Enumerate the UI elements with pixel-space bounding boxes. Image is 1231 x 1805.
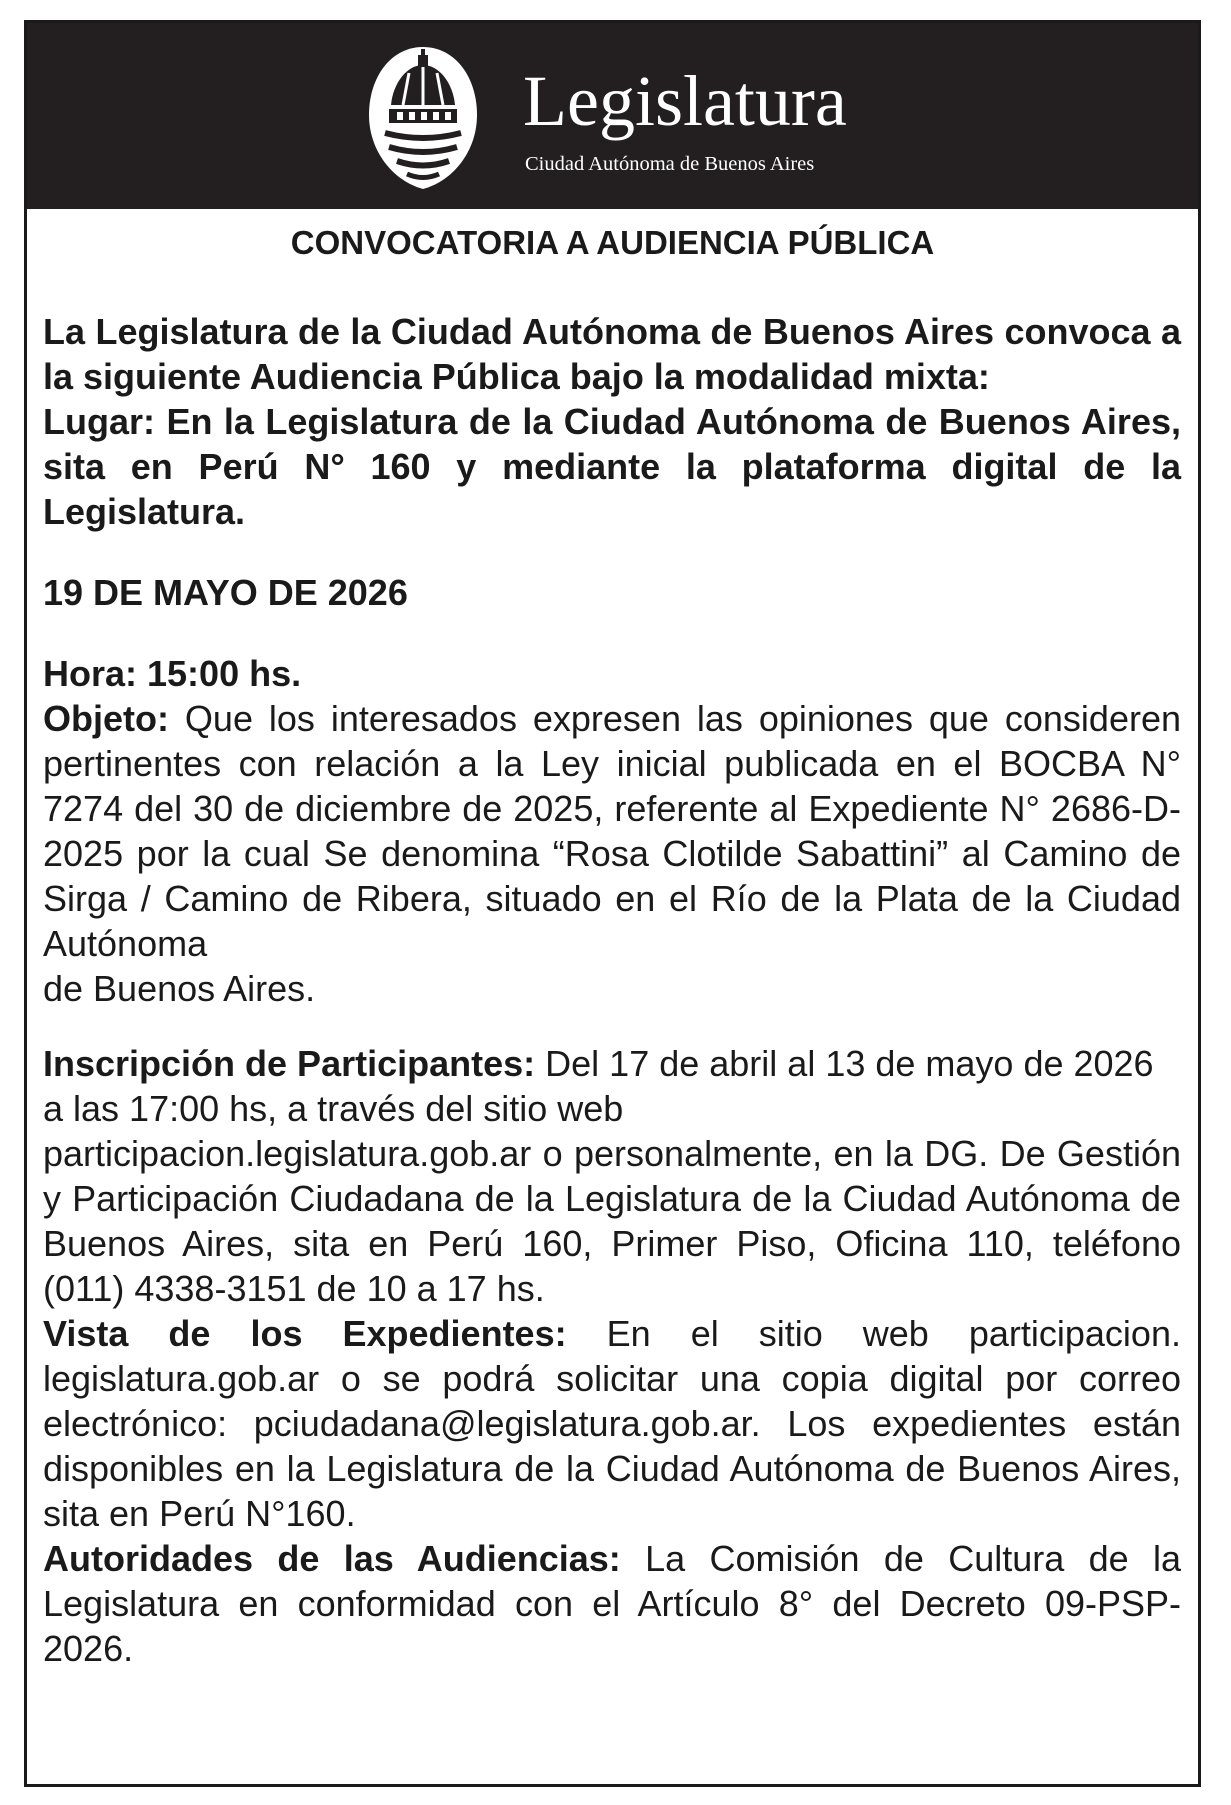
spacer bbox=[43, 1011, 1181, 1041]
time-line: Hora: 15:00 hs. bbox=[43, 653, 302, 694]
date-line: 19 DE MAYO DE 2026 bbox=[43, 572, 408, 613]
spacer bbox=[43, 534, 1181, 556]
object-paragraph bbox=[43, 696, 1181, 966]
object-text: Que los interesados expresen las opiniones que consideren pertinentes con relación a la Ley inicial publicada en el BOCBA N° 7274 del 30 de diciembre de 2025, referente al Expediente N° 2686-D-2025 por la cual Se denomina “Rosa Clotilde Sabattini” al Camino de Sirga / Camino de Ribera, situado en el Río de la Plata de la Ciudad Autónoma bbox=[43, 698, 1181, 964]
registration-label: Inscripción de Participantes: bbox=[43, 1043, 536, 1084]
brand-name: Legislatura bbox=[523, 61, 847, 141]
header-banner bbox=[27, 23, 1198, 209]
files-text: En el sitio web participacion. legislatura.gob.ar o se podrá solicitar una copia digital por correo electrónico: pciudadana@legislatura.gob.ar. Los expedientes están disponibles en la Legislatura de la Ciudad Autónoma de Buenos Aires, sita en Perú N°160. bbox=[43, 1313, 1181, 1534]
object-paragraph-end: de Buenos Aires. bbox=[43, 968, 316, 1009]
object-label: Objeto: bbox=[43, 698, 169, 739]
intro-paragraph: La Legislatura de la Ciudad Autónoma de Buenos Aires convoca a la siguiente Audiencia Pública bajo la modalidad mixta: bbox=[43, 311, 1181, 397]
files-paragraph bbox=[43, 1311, 1181, 1536]
spacer bbox=[43, 615, 1181, 651]
legislature-dome-icon bbox=[363, 43, 483, 193]
authorities-paragraph bbox=[43, 1536, 1181, 1671]
notice-title: CONVOCATORIA A AUDIENCIA PÚBLICA bbox=[290, 224, 935, 261]
brand-subtitle: Ciudad Autónoma de Buenos Aires bbox=[525, 153, 815, 175]
place-paragraph: Lugar: En la Legislatura de la Ciudad Autónoma de Buenos Aires, sita en Perú N° 160 y mediante la plataforma digital de la Legislatura. bbox=[43, 401, 1181, 532]
registration-paragraph bbox=[43, 1041, 1181, 1131]
registration-paragraph-2: participacion.legislatura.gob.ar o personalmente, en la DG. De Gestión y Participación Ciudadana de la Legislatura de la Ciudad Autónoma de Buenos Aires, sita en Perú 160, Primer Piso, Oficina 110, teléfono (011) 4338-3151 de 10 a 17 hs. bbox=[43, 1133, 1181, 1309]
notice-body bbox=[43, 309, 1181, 1671]
authorities-text: La Comisión de Cultura de la Legislatura en conformidad con el Artículo 8° del Decreto 09-PSP-2026. bbox=[43, 1538, 1181, 1669]
files-label: Vista de los Expedientes: bbox=[43, 1313, 567, 1354]
registration-text: Del 17 de abril al 13 de mayo de 2026 a las 17:00 hs, a través del sitio web bbox=[43, 1043, 1154, 1129]
authorities-label: Autoridades de las Audiencias: bbox=[43, 1538, 621, 1579]
notice-frame bbox=[24, 20, 1201, 1787]
